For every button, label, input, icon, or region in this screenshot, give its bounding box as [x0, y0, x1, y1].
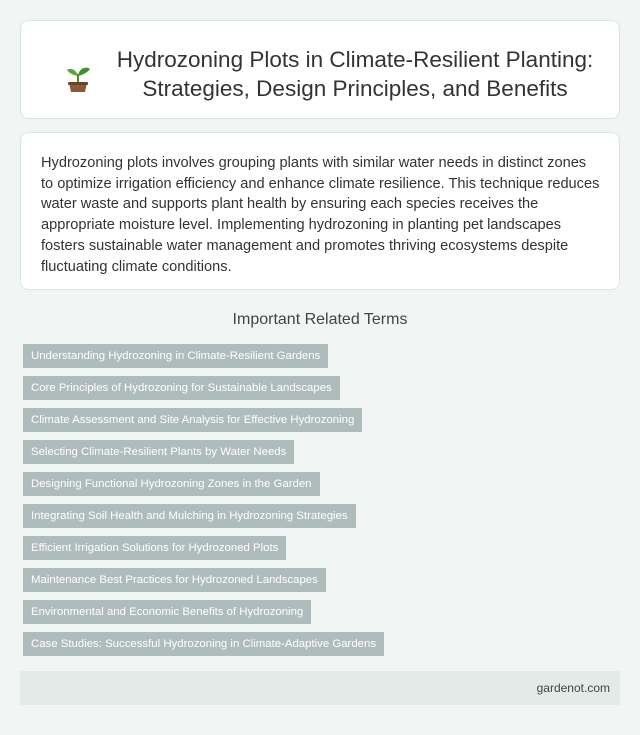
page-title: Hydrozoning Plots in Climate-Resilient Planting: Strategies, Design Principles, and Benefits: [116, 47, 594, 101]
related-term-tag[interactable]: Selecting Climate-Resilient Plants by Water Needs: [23, 440, 294, 464]
related-terms-heading: Important Related Terms: [232, 311, 408, 328]
intro-card: [20, 132, 620, 290]
related-term-tag[interactable]: Understanding Hydrozoning in Climate-Resilient Gardens: [23, 344, 328, 368]
related-term-tag[interactable]: Efficient Irrigation Solutions for Hydrozoned Plots: [23, 536, 286, 560]
related-term-tag[interactable]: Designing Functional Hydrozoning Zones in the Garden: [23, 472, 320, 496]
footer-site-name: gardenot.com: [536, 681, 610, 695]
related-term-tag[interactable]: Environmental and Economic Benefits of Hydrozoning: [23, 600, 311, 624]
header-card: [20, 20, 620, 119]
related-term-tag[interactable]: Core Principles of Hydrozoning for Sustainable Landscapes: [23, 376, 340, 400]
seedling-icon: [65, 65, 91, 93]
footer: [20, 671, 620, 705]
related-term-tag[interactable]: Case Studies: Successful Hydrozoning in Climate-Adaptive Gardens: [23, 632, 384, 656]
related-terms-list: [23, 344, 617, 664]
intro-paragraph: Hydrozoning plots involves grouping plants with similar water needs in distinct zones to optimize irrigation efficiency and enhance climate resilience. This technique reduces water waste and supports plant health by ensuring each species receives the appropriate moisture level. Implementing hydrozoning in planting pet landscapes fosters sustainable water management and promotes thriving ecosystems despite fluctuating climate conditions.: [41, 155, 600, 275]
related-term-tag[interactable]: Climate Assessment and Site Analysis for Effective Hydrozoning: [23, 408, 362, 432]
related-term-tag[interactable]: Integrating Soil Health and Mulching in Hydrozoning Strategies: [23, 504, 356, 528]
related-term-tag[interactable]: Maintenance Best Practices for Hydrozoned Landscapes: [23, 568, 326, 592]
